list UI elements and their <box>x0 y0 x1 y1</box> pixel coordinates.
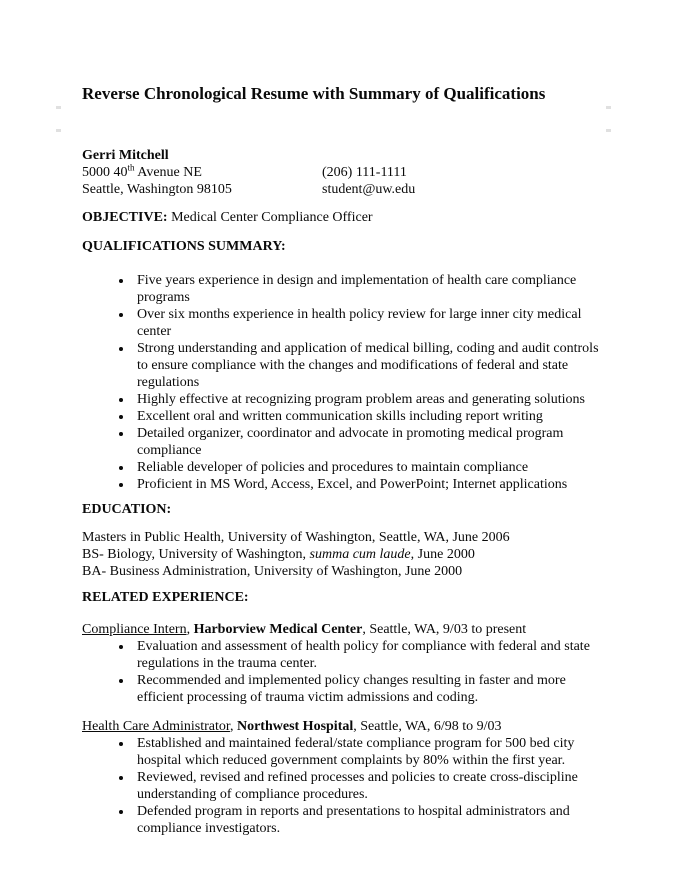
degree-text: BA- Business Administration, University of Washington, June 2000 <box>82 564 463 579</box>
contact-right-column <box>322 164 415 198</box>
job-location-dates: , Seattle, WA, 9/03 to present <box>362 622 527 637</box>
objective-line <box>82 209 604 226</box>
job-duty-item: Recommended and implemented policy changes resulting in faster and more efficient processing of trauma victim admissions and coding. <box>82 672 604 706</box>
page-title: Reverse Chronological Resume with Summary of Qualifications <box>82 84 546 103</box>
degree-date: , June 2000 <box>410 547 475 562</box>
education-item <box>82 529 604 546</box>
qualifications-heading: QUALIFICATIONS SUMMARY: <box>82 239 286 254</box>
job-duties-list <box>82 638 604 706</box>
street-number: 5000 40 <box>82 165 128 180</box>
job-duties-list <box>82 735 604 837</box>
objective-label: OBJECTIVE: <box>82 210 168 225</box>
qualification-item: Detailed organizer, coordinator and advocate in promoting medical program compliance <box>82 425 604 459</box>
job-duty-item: Established and maintained federal/state compliance program for 500 bed city hospital which reduced government complaints by 80% within the first year. <box>82 735 604 769</box>
education-item <box>82 563 604 580</box>
objective-text: Medical Center Compliance Officer <box>171 210 373 225</box>
degree-honors: summa cum laude <box>309 547 411 562</box>
resume-content <box>82 84 604 849</box>
qualification-item: Reliable developer of policies and procedures to maintain compliance <box>82 459 604 476</box>
qualification-item: Five years experience in design and implementation of health care compliance programs <box>82 272 604 306</box>
job-duty-item: Defended program in reports and presentations to hospital administrators and compliance investigators. <box>82 803 604 837</box>
scan-artifact-mark <box>56 129 61 132</box>
scan-artifact-mark <box>56 106 61 109</box>
qualification-item: Highly effective at recognizing program problem areas and generating solutions <box>82 391 604 408</box>
contact-email: student@uw.edu <box>322 182 416 197</box>
job-duty-item: Evaluation and assessment of health policy for compliance with federal and state regulations in the trauma center. <box>82 638 604 672</box>
education-item <box>82 546 604 563</box>
street-name: Avenue NE <box>134 165 202 180</box>
qualification-item: Proficient in MS Word, Access, Excel, and PowerPoint; Internet applications <box>82 476 604 493</box>
job-title-line <box>82 718 604 735</box>
qualification-item: Strong understanding and application of medical billing, coding and audit controls to ensure compliance with the changes and modifications of federal and state regulations <box>82 340 604 391</box>
job-title: Health Care Administrator <box>82 719 230 734</box>
ordinal-superscript: th <box>127 162 135 173</box>
scan-artifact-mark <box>606 106 611 109</box>
contact-phone: (206) 111-1111 <box>322 165 407 180</box>
contact-name: Gerri Mitchell <box>82 148 169 163</box>
job-employer: Harborview Medical Center <box>193 622 363 637</box>
scan-artifact-mark <box>606 129 611 132</box>
job-entry <box>82 718 604 837</box>
education-list <box>82 529 604 580</box>
degree-text: BS- Biology, University of Washington, <box>82 547 310 562</box>
job-employer: Northwest Hospital <box>236 719 354 734</box>
job-duty-item: Reviewed, revised and refined processes and policies to create cross-discipline understanding of compliance procedures. <box>82 769 604 803</box>
job-entry <box>82 621 604 706</box>
qualification-item: Excellent oral and written communication skills including report writing <box>82 408 604 425</box>
job-title: Compliance Intern <box>82 622 187 637</box>
degree-text: Masters in Public Health, University of Washington, Seattle, WA, June 2006 <box>82 530 510 545</box>
qualifications-list <box>82 272 604 493</box>
education-heading: EDUCATION: <box>82 502 172 517</box>
experience-heading: RELATED EXPERIENCE: <box>82 590 249 605</box>
job-separator: , <box>229 719 237 734</box>
job-location-dates: , Seattle, WA, 6/98 to 9/03 <box>353 719 502 734</box>
job-title-line <box>82 621 604 638</box>
qualification-item: Over six months experience in health policy review for large inner city medical center <box>82 306 604 340</box>
job-separator: , <box>186 622 194 637</box>
contact-city: Seattle, Washington 98105 <box>82 182 232 197</box>
contact-block <box>82 147 604 198</box>
